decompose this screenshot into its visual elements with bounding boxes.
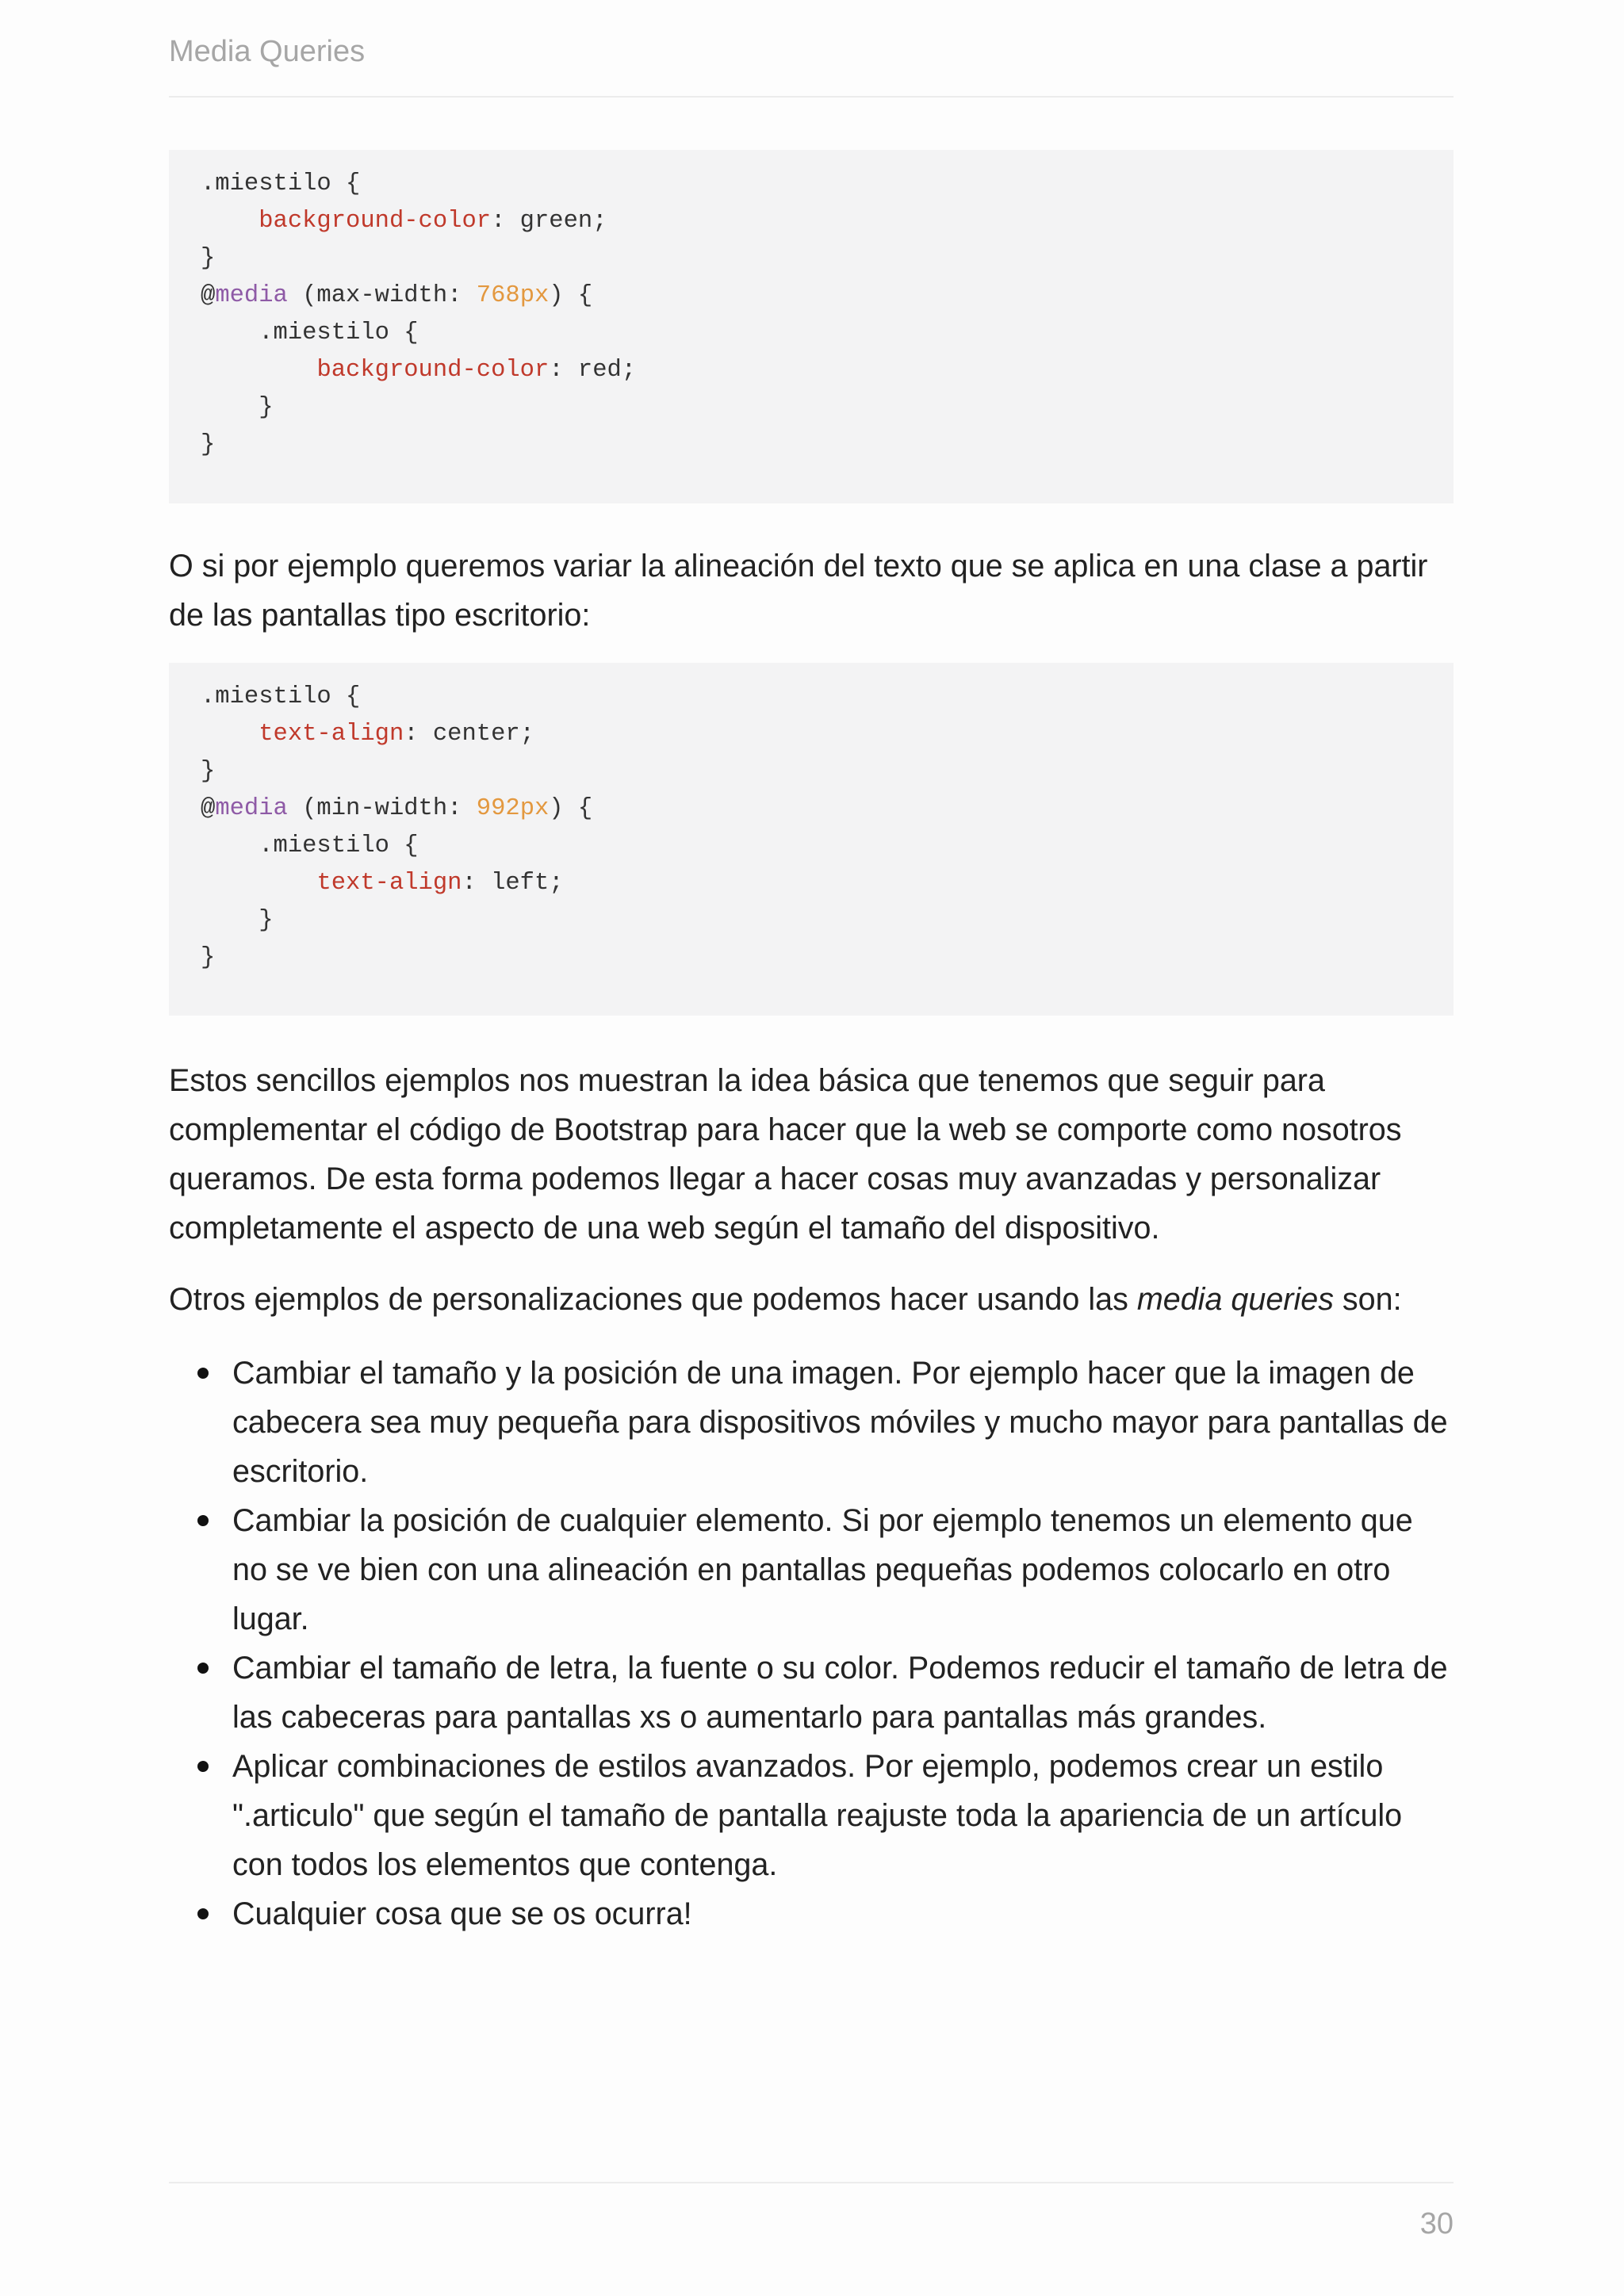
code-line [201, 203, 607, 240]
emphasis-text: media queries [1136, 1282, 1334, 1317]
code-text: (min-width: [287, 795, 477, 822]
code-line [201, 427, 215, 464]
code-text: .miestilo { [201, 683, 361, 710]
code-text: : red; [549, 357, 637, 384]
code-text: ) { [549, 795, 593, 822]
paragraph-text: Otros ejemplos de personalizaciones que podemos hacer usando las [169, 1282, 1137, 1317]
css-property: background-color [316, 357, 550, 384]
code-text: .miestilo { [201, 320, 419, 346]
code-text: } [201, 907, 274, 934]
code-text: .miestilo { [201, 832, 419, 859]
code-text: @ [201, 282, 216, 309]
bullet-icon [197, 1908, 209, 1919]
code-line [201, 902, 274, 939]
bullet-icon [197, 1761, 209, 1772]
code-text: (max-width: [287, 282, 477, 309]
code-text: : green; [491, 208, 607, 235]
code-text: } [201, 431, 216, 458]
header-divider [169, 96, 1454, 98]
code-text: } [201, 394, 274, 421]
css-property: text-align [316, 870, 462, 897]
document-page [169, 0, 1454, 2296]
code-text: .miestilo { [201, 170, 361, 197]
css-property: background-color [259, 208, 492, 235]
code-line [201, 753, 215, 790]
code-block-min-width [169, 663, 1454, 1016]
code-text: } [201, 758, 216, 785]
code-line [201, 240, 215, 277]
code-text: } [201, 944, 216, 971]
code-text: : left; [462, 870, 564, 897]
code-line [201, 716, 534, 753]
css-property: text-align [259, 721, 404, 748]
paragraph: Estos sencillos ejemplos nos muestran la idea básica que tenemos que seguir para complementar el código de Bootstrap para hacer que la web se comporte como nosotros queramos. De esta forma podemos llegar a hacer cosas muy avanzadas y personalizar completamente el aspecto de una web según el tamaño del dispositivo. [169, 1063, 1402, 1246]
paragraph [169, 1275, 1454, 1324]
paragraph: O si por ejemplo queremos variar la alineación del texto que se aplica en una clase a partir de las pantallas tipo escritorio: [169, 549, 1428, 633]
code-line [201, 790, 592, 828]
bullet-icon [197, 1663, 209, 1674]
css-at-rule: media [215, 795, 288, 822]
code-text: ) { [549, 282, 593, 309]
code-text [201, 357, 316, 384]
list-item-text: Aplicar combinaciones de estilos avanzados. Por ejemplo, podemos crear un estilo ".articulo" que según el tamaño de pantalla reajuste toda la apariencia de un artículo con todos los elementos que contenga. [232, 1749, 1403, 1882]
list-item-text: Cualquier cosa que se os ocurra! [232, 1896, 692, 1931]
list-item-text: Cambiar el tamaño de letra, la fuente o su color. Podemos reducir el tamaño de letra de las cabeceras para pantallas xs o aumentarlo para pantallas más grandes. [232, 1651, 1448, 1735]
code-line [201, 277, 592, 315]
code-line [201, 389, 274, 427]
code-text [201, 208, 259, 235]
css-at-rule: media [215, 282, 288, 309]
code-line [201, 352, 636, 389]
list-item-text: Cambiar la posición de cualquier elemento. Si por ejemplo tenemos un elemento que no se ve bien con una alineación en pantallas pequeñas podemos colocarlo en otro lugar. [232, 1503, 1413, 1636]
bullet-icon [197, 1368, 209, 1379]
code-text [201, 870, 316, 897]
code-line [201, 939, 215, 977]
code-line [201, 315, 419, 352]
code-text [201, 721, 259, 748]
code-line [201, 679, 360, 716]
code-block-max-width [169, 150, 1454, 503]
running-header: Media Queries [169, 35, 366, 68]
page-number: 30 [1419, 2207, 1454, 2241]
code-line [201, 865, 564, 902]
footer-divider [169, 2182, 1454, 2183]
css-number: 992px [476, 795, 550, 822]
list-item-text: Cambiar el tamaño y la posición de una imagen. Por ejemplo hacer que la imagen de cabecera sea muy pequeña para dispositivos móviles y mucho mayor para pantallas de escritorio. [232, 1356, 1448, 1489]
css-number: 768px [476, 282, 550, 309]
code-line [201, 828, 419, 865]
code-text: } [201, 245, 216, 272]
code-line [201, 166, 360, 203]
code-text: @ [201, 795, 216, 822]
code-text: : center; [404, 721, 534, 748]
paragraph-text: son: [1333, 1282, 1402, 1317]
bullet-icon [197, 1515, 209, 1526]
